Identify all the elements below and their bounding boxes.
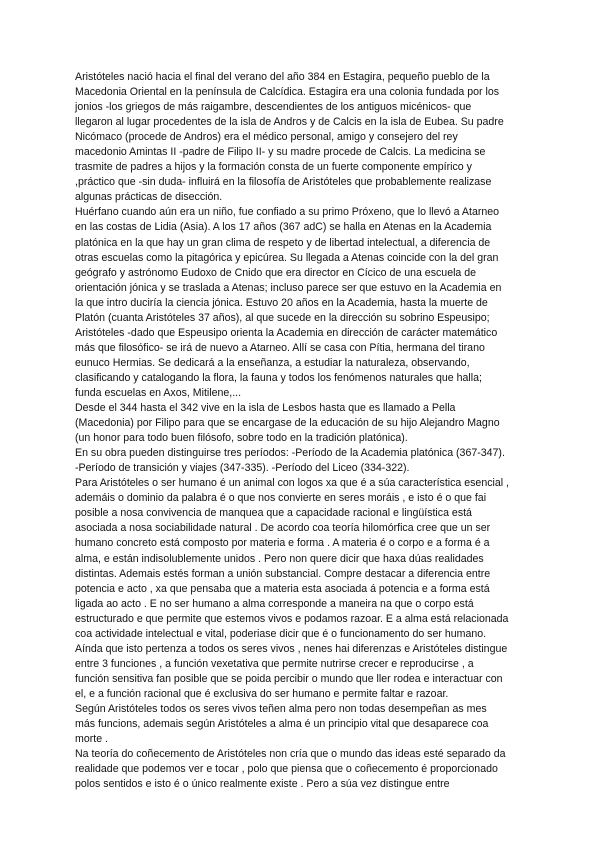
text-line: platónica en la que hay un gran clima de respeto y de libertad intelectual, a diferencia de (75, 236, 491, 249)
text-line: alma, e están indisolublemente unidos . Pero non quere dicir que haxa dúas realidades (75, 552, 484, 565)
text-line: el, e a función racional que é exclusiva do ser humano e permite faltar e razoar. (75, 687, 449, 700)
text-line: eunuco Hermias. Se dedicará a la enseñanza, a estudiar la naturaleza, observando, (75, 356, 470, 369)
text-line: ,práctico que -sin duda- influirá en la filosofía de Aristóteles que probablemente realizase (75, 176, 492, 189)
text-line: posible a nosa convivencia de manquea que a capacidade racional e lingüística está (75, 507, 472, 520)
text-line: macedonio Amintas II -padre de Filipo II- y su madre procede de Calcis. La medicina se (75, 146, 486, 159)
text-line: otras escuelas como la pitagórica y epicúrea. Su llegada a Atenas coincide con la del gran (75, 251, 499, 264)
text-line: potencia e acto , xa que pensaba que a materia esta asociada á potencia e a forma está (75, 582, 490, 595)
text-line: geógrafo y astrónomo Eudoxo de Cnido que era director en Cícico de una escuela de (75, 266, 477, 279)
text-line: polos sentidos e isto é o único realmente existe . Pero a súa vez distingue entre (75, 778, 450, 791)
text-line: más funcions, ademais según Aristóteles a alma é un principio vital que desaparece coa (75, 718, 489, 731)
text-line: distintas. Ademais estés forman a unión substancial. Compre destacar a diferencia entre (75, 567, 491, 580)
text-line: jonios -los griegos de más raigambre, descendientes de los antiguos micénicos- que (75, 101, 472, 114)
text-line: función sensitiva fan posible que se poida percibir o mundo que ller rodea e interactuar con (75, 672, 503, 685)
text-line: entre 3 funciones , a función vexetativa que permite nutrirse crecer e reproducirse , a (75, 657, 474, 670)
text-line: asociada a nosa sociabilidade natural . De acordo coa teoría hilomórfica cree que un ser (75, 522, 491, 535)
text-line: Aristóteles -dado que Espeusipo orienta la Academia en dirección de carácter matemático (75, 326, 498, 339)
text-line: (Macedonia) por Filipo para que se encargase de la educación de su hijo Alejandro Magno (75, 417, 500, 430)
text-line: Na teoría do coñecemento de Aristóteles non cría que o mundo das ideas esté separado da (75, 748, 506, 761)
text-line: algunas prácticas de disección. (75, 191, 223, 204)
text-line: Macedonia Oriental en la península de Calcídica. Estagira era una colonia fundada por los (75, 86, 500, 99)
text-line: realidade que podemos ver e tocar , polo que piensa que o coñecemento é proporcionado (75, 763, 498, 776)
text-line: (un honor para todo buen filósofo, sobre todo en la tradición platónica). (75, 432, 408, 445)
text-line: ligada ao acto . E no ser humano a alma corresponde a maneira na que o corpo está (75, 597, 474, 610)
document-body (75, 70, 540, 792)
text-line: clasificando y catalogando la flora, la fauna y todos los fenómenos naturales que halla; (75, 371, 482, 384)
text-line: En su obra pueden distinguirse tres períodos: -Período de la Academia platónica (367-347). (75, 447, 505, 460)
text-line: la que intro duciría la ciencia jónica. Estuvo 20 años en la Academia, hasta la muerte de (75, 296, 488, 309)
text-line: -Período de transición y viajes (347-335). -Período del Liceo (334-322). (75, 462, 410, 475)
text-line: Desde el 344 hasta el 342 vive en la isla de Lesbos hasta que es llamado a Pella (75, 402, 456, 415)
text-line: más que filosófico- se irá de nuevo a Atarneo. Allí se casa con Pítia, hermana del tirano (75, 341, 485, 354)
text-line: en las costas de Lidia (Asia). A los 17 años (367 adC) se halla en Atenas en la Academia (75, 221, 492, 234)
text-line: estructurado e que permite que estemos vivos e podamos razoar. E a alma está relacionada (75, 612, 509, 625)
text-line: coa actividade intelectual e vital, poderiase dicir que é o funcionamento do ser humano. (75, 627, 487, 640)
text-line: Aínda que isto pertenza a todos os seres vivos , nenes hai diferenzas e Aristóteles distingue (75, 642, 508, 655)
text-line: Aristóteles nació hacia el final del verano del año 384 en Estagira, pequeño pueblo de la (75, 71, 490, 83)
text-line: funda escuelas en Axos, Mitilene,... (75, 386, 242, 399)
text-line: Platón (cuanta Aristóteles 37 años), al que sucede en la dirección su sobrino Espeusipo; (75, 311, 490, 324)
text-line: Huérfano cuando aún era un niño, fue confiado a su primo Próxeno, que lo llevó a Atarneo (75, 206, 500, 219)
text-line: orientación jónica y se traslada a Atenas; incluso parece ser que estuvo en la Academia en (75, 281, 502, 294)
text-line: llegaron al lugar procedentes de la isla de Andros y de Calcis en la isla de Eubea. Su padre (75, 116, 504, 129)
text-line: ademáis o dominio da palabra é o que nos convierte en seres moráis , e isto é o que fai (75, 492, 487, 505)
text-line: trasmite de padres a hijos y la formación consta de un fuerte componente empírico y (75, 161, 472, 174)
text-line: Según Aristóteles todos os seres vivos teñen alma pero non todas desempeñan as mes (75, 702, 487, 715)
text-line: morte . (75, 733, 108, 746)
text-line: Nicómaco (procede de Andros) era el médico personal, amigo y consejero del rey (75, 131, 458, 144)
text-line: Para Aristóteles o ser humano é un animal con logos xa que é a súa característica esencial , (75, 477, 509, 490)
text-line: humano concreto está composto por materia e forma . A materia é o corpo e a forma é a (75, 537, 490, 550)
